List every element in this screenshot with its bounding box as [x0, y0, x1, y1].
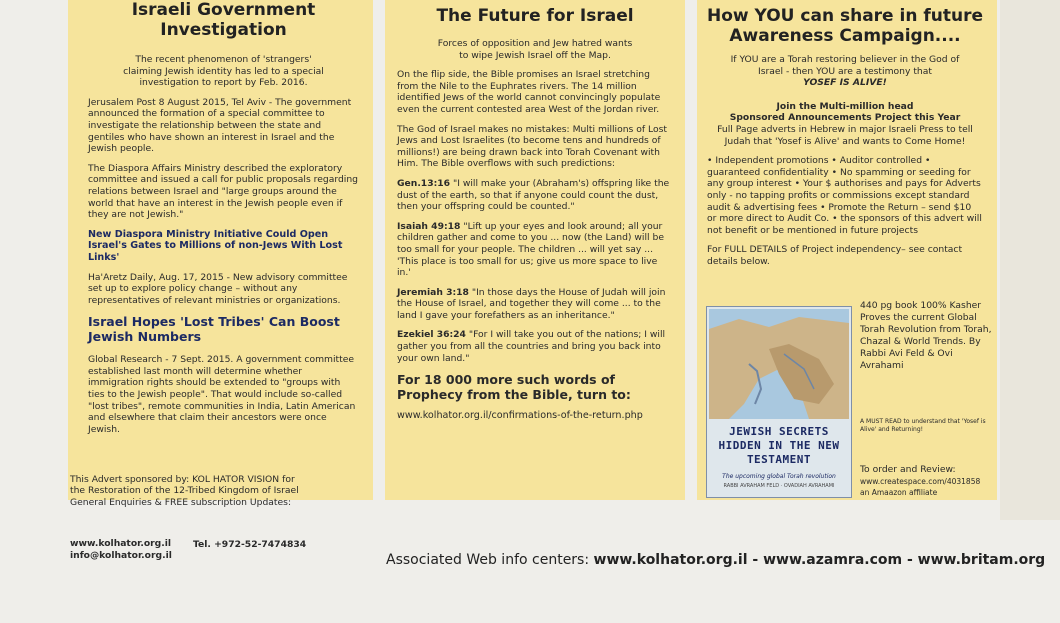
order-block [860, 464, 995, 499]
col2-paragraph-2: The God of Israel makes no mistakes: Multi millions of Lost Jews and Lost Israelites (to become tens and hundreds of millions!) are being drawn back into Torah Covenant with Him. The Bible overflows with such predictions: [397, 123, 668, 170]
order-url[interactable]: www.createspace.com/4031858 [860, 476, 981, 486]
col3-title: How YOU can share in future Awareness Campaign.... [707, 6, 983, 46]
verse-ezekiel [397, 329, 673, 364]
col1-intro: The recent phenomenon of 'strangers' claiming Jewish identity has led to a special investigation to report by Feb. 2016. [123, 54, 324, 89]
yosef-alive: YOSEF IS ALIVE! [803, 77, 887, 89]
prophecy-link[interactable]: www.kolhator.org.il/confirmations-of-the-return.php [397, 410, 643, 422]
verse-jeremiah-ref: Jeremiah 3:18 [397, 286, 469, 298]
verse-ezekiel-ref: Ezekiel 36:24 [397, 329, 466, 341]
col1-headline-2: Israel Hopes 'Lost Tribes' Can Boost Jewish Numbers [88, 314, 340, 345]
col1-paragraph-3: Ha'Aretz Daily, Aug. 17, 2015 - New advisory committee set up to explore policy change – without any representatives of relevant ministries or organizations. [88, 271, 348, 306]
footer-web[interactable]: www.kolhator.org.il [70, 538, 172, 549]
verse-genesis-ref: Gen.13:16 [397, 177, 451, 189]
middle-east-map-icon [709, 309, 849, 419]
join-line-2: Sponsored Announcements Project this Year [729, 112, 961, 124]
col1-title: Israeli Government Investigation [131, 0, 316, 40]
adjacent-page-strip [1000, 0, 1060, 520]
verse-ezekiel-text: "For I will take you out of the nations; I will gather you from all the countries and bring you back into your own land." [397, 329, 666, 364]
must-read-note: A MUST READ to understand that 'Yosef is Alive' and Returning! [860, 418, 986, 433]
join-body: Full Page adverts in Hebrew in major Israeli Press to tell Judah that 'Yosef is Alive' and wants to Come Home! [717, 123, 973, 147]
column-government-investigation [68, 0, 373, 500]
verse-genesis [397, 178, 673, 213]
verse-isaiah [397, 221, 673, 279]
order-title: To order and Review: [860, 464, 956, 475]
sponsor-text: This Advert sponsored by: KOL HATOR VISION for the Restoration of the 12-Tribed Kingdom of Israel General Enquiries & FREE subscription Updates: [70, 474, 299, 508]
footer-email[interactable]: info@kolhator.org.il [70, 550, 172, 561]
book-subtitle: The upcoming global Torah revolution [722, 473, 836, 480]
verse-isaiah-ref: Isaiah 49:18 [397, 220, 461, 232]
order-affiliate: an Amaazon affiliate [860, 488, 938, 497]
book-info: 440 pg book 100% Kasher Proves the current Global Torah Revolution from Torah, Chazal & World Trends. By Rabbi Avi Feld & Ovi Avrahami [860, 300, 992, 371]
book-cover[interactable] [706, 306, 852, 498]
verse-isaiah-text: "Lift up your eyes and look around; all your children gather and come to you ... now (the Land) will be too small for your people. The children ... will yet say ... 'This place is too small for us; give us more space to live in.' [397, 220, 664, 279]
col3-intro: If YOU are a Torah restoring believer in the God of Israel - then YOU are a testimony that [730, 54, 960, 77]
prophecy-more-heading: For 18 000 more such words of Prophecy from the Bible, turn to: [397, 372, 631, 403]
book-title: JEWISH SECRETS HIDDEN IN THE NEW TESTAMENT [718, 425, 840, 466]
col1-headline-1: New Diaspora Ministry Initiative Could Open Israel's Gates to Millions of non-Jews With Lost Links' [88, 228, 343, 263]
col1-paragraph-1: Jerusalem Post 8 August 2015, Tel Aviv - The government announced the formation of a special committee to investigate the relationship between the state and gentiles who have shown an interest in Israel and the Jewish people. [88, 96, 352, 155]
col2-intro: Forces of opposition and Jew hatred wants to wipe Jewish Israel off the Map. [437, 38, 633, 61]
web-info-centers [386, 552, 1045, 568]
col1-paragraph-4: Global Research - 7 Sept. 2015. A government committee established last month will determine whether immigration rights should be extended to "groups with ties to the Jewish people". That would include so-called "lost tribes", remote communities in India, Latin American and elsewhere that claim their ancestors were once Jewish. [88, 354, 356, 435]
campaign-bullets: • Independent promotions • Auditor controlled • guaranteed confidentiality • No spamming or seeding for any group interest • Your $ authorises and pays for Adverts only - no tapping profits or commissions except standard audit & advertising fees • Promote the Return – send $10 or more direct to Audit Co. • the sponsors of this advert will not benefit or be mentioned in future projects [707, 155, 982, 236]
details-text: For FULL DETAILS of Project independency– see contact details below. [707, 244, 963, 267]
column-future-israel [385, 0, 685, 500]
verse-genesis-text: "I will make your (Abraham's) offspring like the dust of the earth, so that if anyone could count the dust, then your offspring could be counted." [397, 177, 670, 213]
col1-paragraph-2: The Diaspora Affairs Ministry described the exploratory committee and issued a call for public proposals regarding relations between Israel and "large groups around the world that have an interest in the Jewish people even if they are not Jewish." [88, 162, 358, 221]
web-info-sites[interactable]: www.kolhator.org.il - www.azamra.com - www.britam.org [593, 552, 1046, 568]
col2-paragraph-1: On the flip side, the Bible promises an Israel stretching from the Nile to the Euphrates rivers. The 14 million identified Jews of the world cannot convincingly populate even the current contested area West of the Jordan river. [397, 69, 661, 115]
verse-jeremiah [397, 287, 673, 322]
col2-title: The Future for Israel [436, 6, 634, 26]
web-info-prefix: Associated Web info centers: [386, 552, 590, 568]
verse-jeremiah-text: "In those days the House of Judah will join the House of Israel, and together they will come ... to the land I gave your forefathers as an inheritance." [397, 286, 666, 321]
footer-phone: Tel. +972-52-7474834 [193, 539, 307, 550]
book-authors: RABBI AVRAHAM FELD · OVADIAH AVRAHAMI [723, 483, 835, 489]
join-line-1: Join the Multi-million head [776, 100, 914, 112]
